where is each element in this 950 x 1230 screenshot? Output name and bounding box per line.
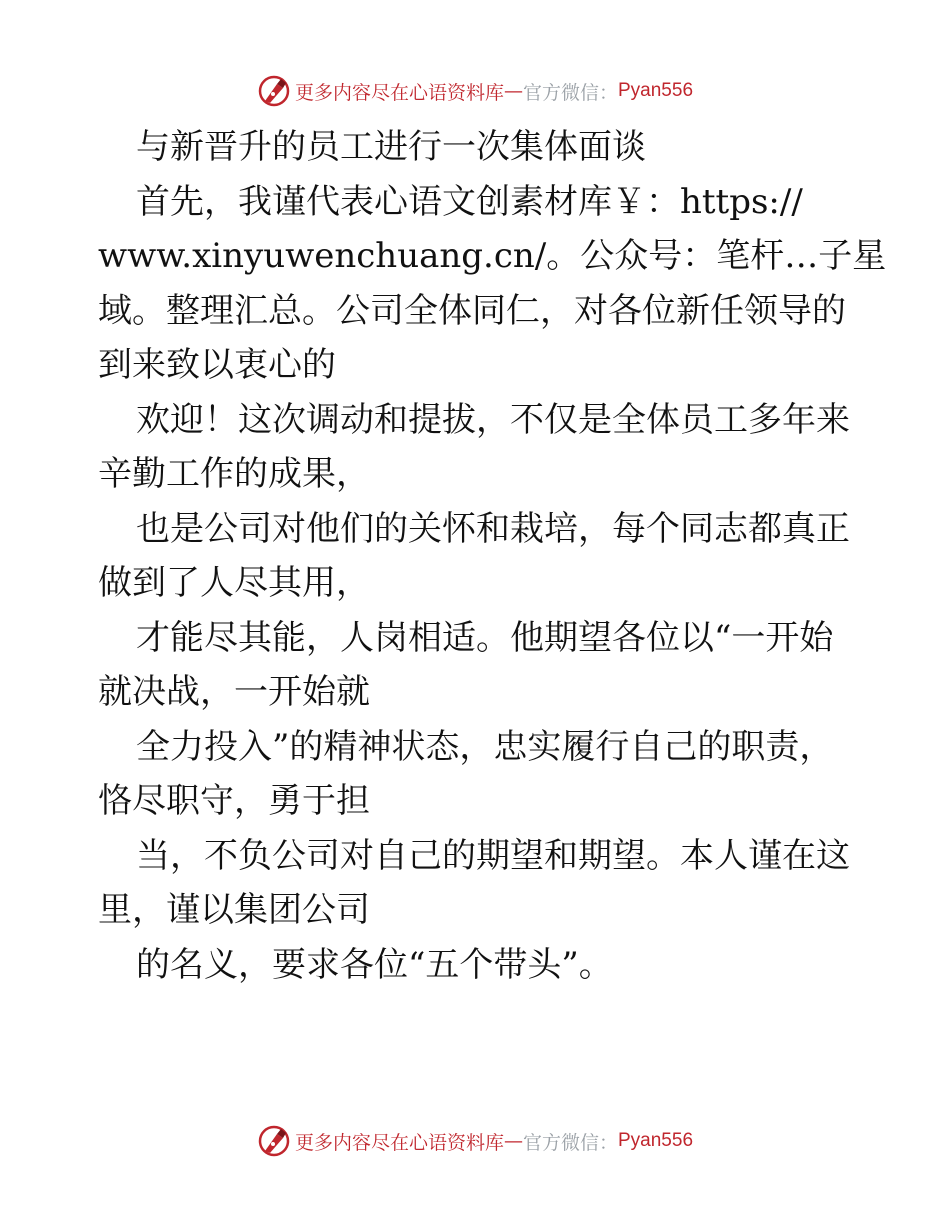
paragraph-line: 做到了人尽其用， xyxy=(98,563,370,603)
paragraph-line: 首先，我谨代表心语文创素材库￥：https:// xyxy=(136,181,803,222)
footer-contact-label: 官方微信： xyxy=(522,1131,618,1154)
paragraph-line: 域。整理汇总。公司全体同仁，对各位新任领导的 xyxy=(98,290,846,331)
paragraph-line: 全力投入”的精神状态，忠实履行自己的职责， xyxy=(136,726,834,767)
header-banner xyxy=(0,74,950,108)
header-contact-label: 官方微信： xyxy=(522,81,618,104)
document-title: 与新晋升的员工进行一次集体面谈 xyxy=(136,127,646,167)
paragraph-line: 欢迎！这次调动和提拔，不仅是全体员工多年来 xyxy=(136,399,850,440)
footer-banner xyxy=(0,1124,950,1158)
paragraph-line: 里，谨以集团公司 xyxy=(98,890,370,930)
footer-dash: — xyxy=(503,1130,523,1152)
paragraph-line: 辛勤工作的成果， xyxy=(98,454,370,494)
pen-nib-logo-icon xyxy=(257,1124,291,1158)
paragraph-line: 就决战，一开始就 xyxy=(98,672,370,712)
paragraph-line: 恪尽职守，勇于担 xyxy=(98,781,370,821)
header-site-text: 更多内容尽在心语资料库 xyxy=(294,81,504,104)
header-contact-id: Pyan556 xyxy=(618,80,694,101)
paragraph-line: 当，不负公司对自己的期望和期望。本人谨在这 xyxy=(136,835,850,876)
document-body xyxy=(98,120,887,992)
header-dash: — xyxy=(503,80,523,102)
paragraph-line: 到来致以衷心的 xyxy=(98,345,336,385)
paragraph-line: 的名义，要求各位“五个带头”。 xyxy=(136,944,613,985)
footer-site-text: 更多内容尽在心语资料库 xyxy=(294,1131,504,1154)
footer-contact-id: Pyan556 xyxy=(618,1130,694,1151)
paragraph-line: 才能尽其能，人岗相适。他期望各位以“一开始 xyxy=(136,617,834,658)
pen-nib-logo-icon xyxy=(257,74,291,108)
paragraph-line: 也是公司对他们的关怀和栽培，每个同志都真正 xyxy=(136,508,850,549)
paragraph-line: www.xinyuwenchuang.cn/。公众号：笔杆…子星 xyxy=(98,236,887,276)
